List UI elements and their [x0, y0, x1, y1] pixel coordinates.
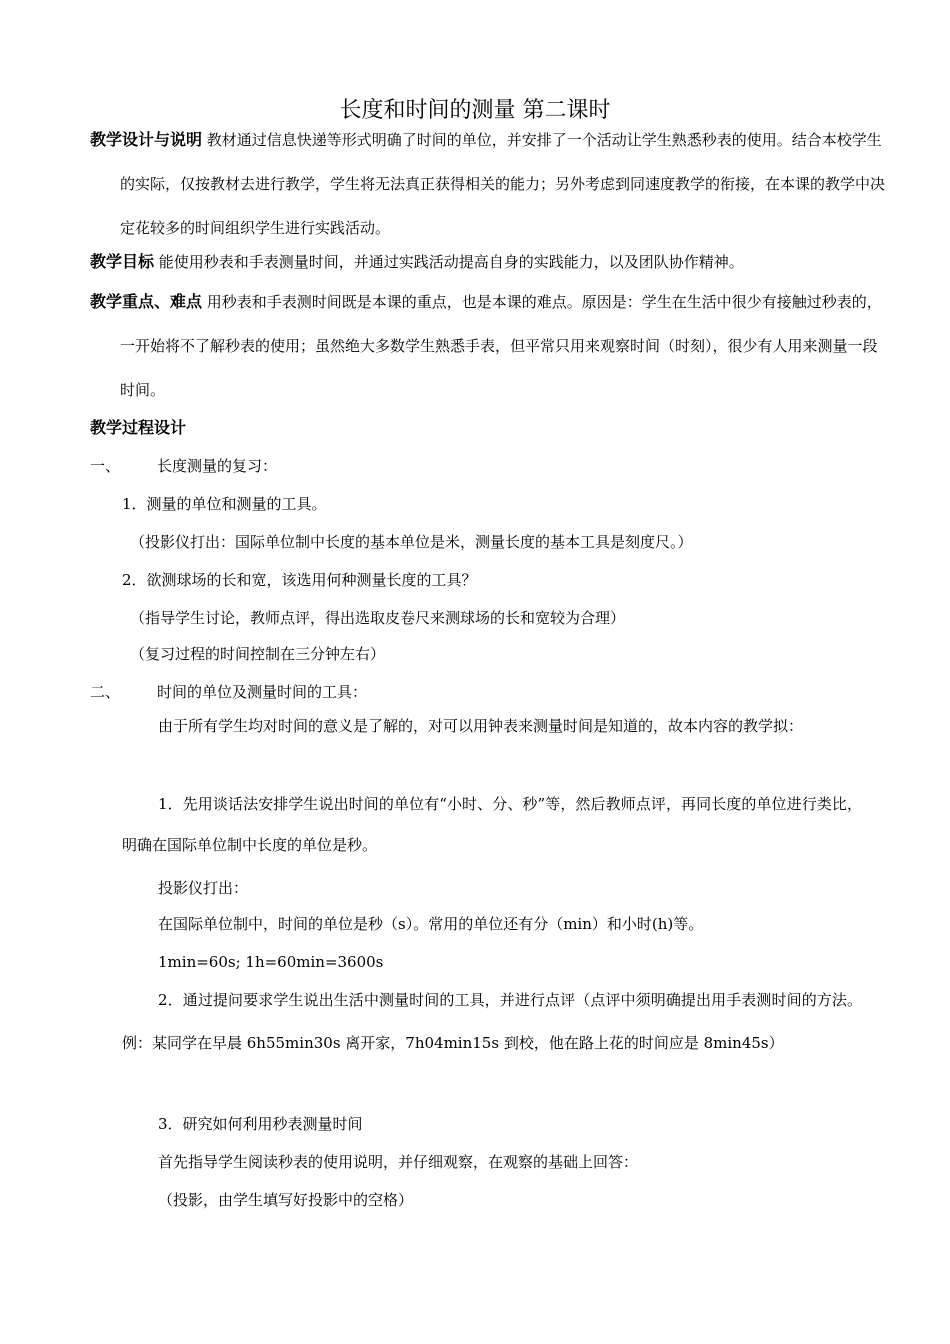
section2-point3: 3．研究如何利用秒表测量时间 — [158, 1115, 363, 1133]
section2-point2: 2．通过提问要求学生说出生活中测量时间的工具，并进行点评（点评中须明确提出用手表测时间的方法。例：某同学在早晨 6h55min30s 离开家，7h04min15s 到校，他在路上花的时间应是 8min45s） — [122, 991, 862, 1052]
goal-heading: 教学目标 — [90, 252, 155, 271]
section1-number: 一、 — [90, 457, 121, 475]
projector-text: 在国际单位制中，时间的单位是秒（s）。常用的单位还有分（min）和小时(h)等。 — [158, 915, 704, 933]
section1-item: （指导学生讨论，教师点评，得出选取皮卷尺来测球场的长和宽较为合理） — [130, 609, 626, 627]
key-heading: 教学重点、难点 — [90, 292, 203, 311]
section1-item: 2．欲测球场的长和宽，该选用何种测量长度的工具？ — [122, 571, 477, 589]
goal-text: 能使用秒表和手表测量时间，并通过实践活动提高自身的实践能力，以及团队协作精神。 — [158, 253, 744, 271]
section2-point1: 1．先用谈话法安排学生说出时间的单位有“小时、分、秒”等，然后教师点评，再同长度的单位进行类比，明确在国际单位制中长度的单位是秒。 — [122, 795, 862, 854]
key-text: 用秒表和手表测时间既是本课的重点，也是本课的难点。原因是：学生在生活中很少有接触过秒表的，一开始将不了解秒表的使用；虽然绝大多数学生熟悉手表，但平常只用来观察时间（时刻），很少有人用来测量一段时间。 — [120, 293, 882, 399]
section2-title: 时间的单位及测量时间的工具： — [157, 683, 368, 701]
design-heading: 教学设计与说明 — [90, 130, 203, 149]
section2-point4: 首先指导学生阅读秒表的使用说明，并仔细观察，在观察的基础上回答： — [158, 1153, 639, 1171]
page-title: 长度和时间的测量 第二课时 — [339, 98, 611, 123]
projector-label: 投影仪打出： — [158, 879, 249, 897]
section1-item: （投影仪打出：国际单位制中长度的基本单位是米，测量长度的基本工具是刻度尺。） — [130, 533, 693, 551]
section1-item: （复习过程的时间控制在三分钟左右） — [130, 645, 386, 663]
section2-intro: 由于所有学生均对时间的意义是了解的，对可以用钟表来测量时间是知道的，故本内容的教学拟： — [158, 717, 804, 735]
unit-formula: 1min=60s; 1h=60min=3600s — [158, 953, 384, 971]
key-paragraph — [90, 280, 890, 412]
section2-number: 二、 — [90, 683, 121, 701]
section1-title: 长度测量的复习： — [157, 457, 278, 475]
design-text: 教材通过信息快递等形式明确了时间的单位，并安排了一个活动让学生熟悉秒表的使用。结合本校学生的实际，仅按教材去进行教学，学生将无法真正获得相关的能力；另外考虑到同速度教学的衔接，在本课的教学中决定花较多的时间组织学生进行实践活动。 — [120, 131, 886, 237]
goal-paragraph — [90, 240, 860, 284]
design-paragraph — [90, 118, 890, 250]
section2-point5: （投影，由学生填写好投影中的空格） — [158, 1191, 414, 1209]
process-heading: 教学过程设计 — [90, 418, 187, 437]
section1-item: 1．测量的单位和测量的工具。 — [122, 495, 327, 513]
